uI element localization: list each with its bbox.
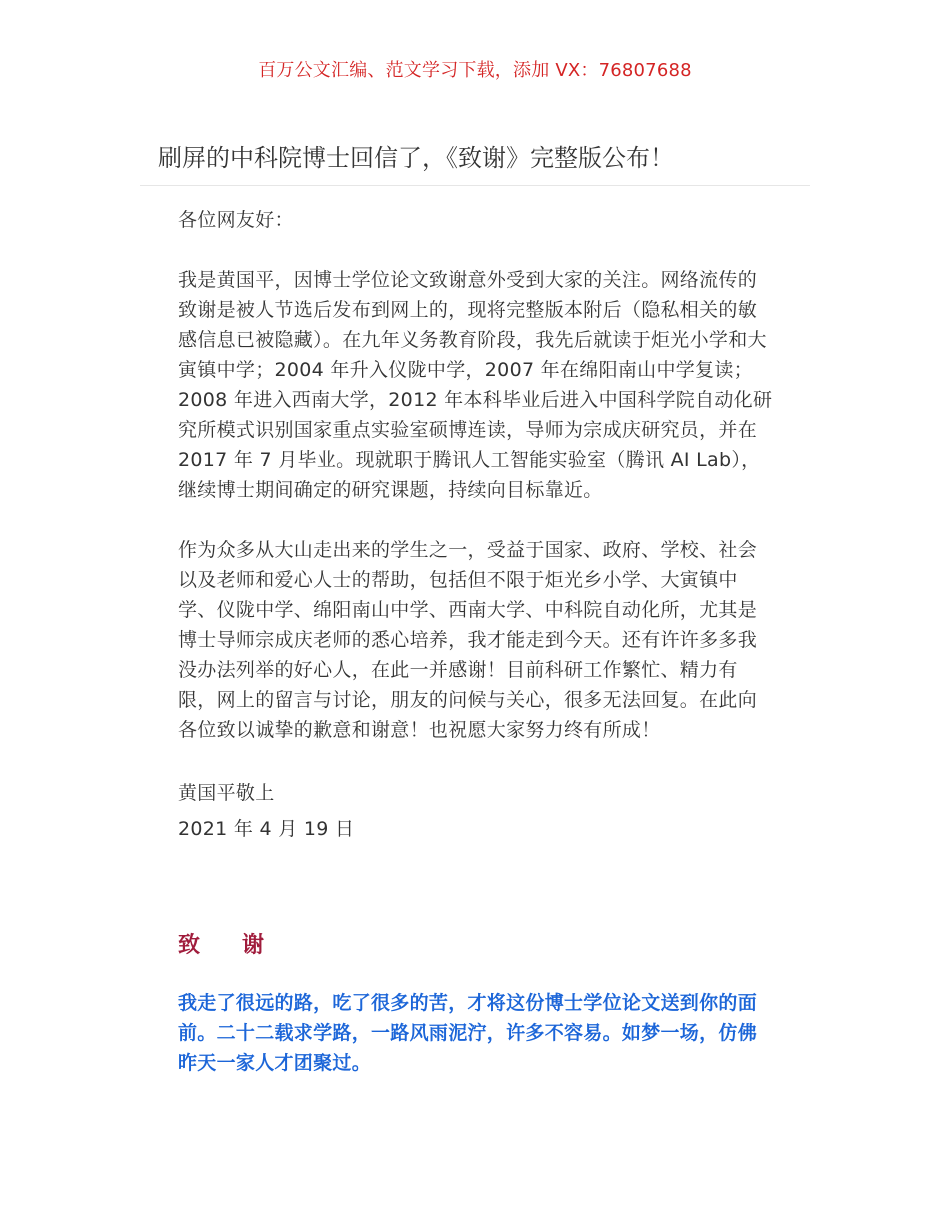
acknowledgement-body: 我走了很远的路，吃了很多的苦，才将这份博士学位论文送到你的面前。二十二载求学路，一路风雨泥泞，许多不容易。如梦一场，仿佛昨天一家人才团聚过。 [178, 992, 758, 1074]
greeting: 各位网友好： [178, 209, 294, 231]
acknowledgement-heading: 致谢 [178, 933, 307, 958]
title-divider [140, 185, 810, 186]
signature-date: 2021 年 4 月 19 日 [178, 818, 355, 840]
paragraph-intro: 我是黄国平，因博士学位论文致谢意外受到大家的关注。网络流传的致谢是被人节选后发布到网上的，现将完整版本附后（隐私相关的敏感信息已被隐藏）。在九年义务教育阶段，我先后就读于炬光小学和大寅镇中学；2004 年升入仪陇中学，2007 年在绵阳南山中学复读；2008 年进入西南大学，2012 年本科毕业后进入中国科学院自动化研究所模式识别国家重点实验室硕博连读，导师为宗成庆研究员，并在 2017 年 7 月毕业。现就职于腾讯人工智能实验室（腾讯 AI Lab），继续博士期间确定的研究课题，持续向目标靠近。 [178, 269, 773, 501]
article-body [178, 205, 774, 847]
signature: 黄国平敬上 [178, 782, 275, 804]
article-title: 刷屏的中科院博士回信了，《致谢》完整版公布！ [158, 144, 674, 172]
paragraph-thanks: 作为众多从大山走出来的学生之一，受益于国家、政府、学校、社会以及老师和爱心人士的帮助，包括但不限于炬光乡小学、大寅镇中学、仪陇中学、绵阳南山中学、西南大学、中科院自动化所，尤其是博士导师宗成庆老师的悉心培养，我才能走到今天。还有许许多多我没办法列举的好心人，在此一并感谢！目前科研工作繁忙、精力有限，网上的留言与讨论，朋友的问候与关心，很多无法回复。在此向各位致以诚挚的歉意和谢意！也祝愿大家努力终有所成！ [178, 539, 758, 741]
banner-text: 百万公文汇编、范文学习下载，添加 VX：76807688 [258, 60, 692, 81]
